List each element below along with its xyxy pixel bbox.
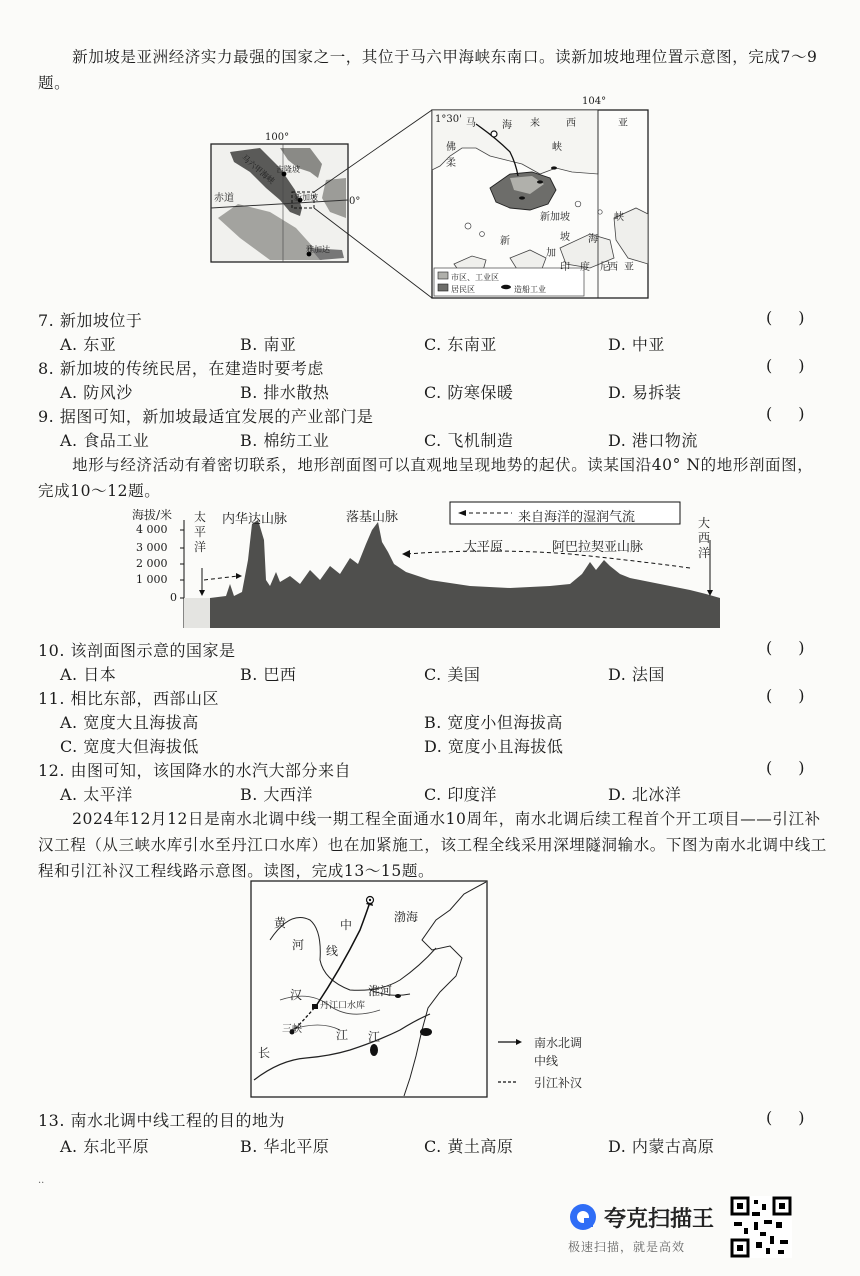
q7-stem: 7. 新加坡位于 <box>38 311 143 330</box>
q8-option-b[interactable]: B. 排水散热 <box>240 383 330 402</box>
bohai-label: 渤海 <box>394 910 419 924</box>
xian-char: 线 <box>326 944 339 958</box>
q9-stem: 9. 据图可知，新加坡最适宜发展的产业部门是 <box>38 407 374 426</box>
lai-char: 来 <box>530 118 540 129</box>
q11-stem: 11. 相比东部，西部山区 <box>38 689 220 708</box>
q7-option-b[interactable]: B. 南亚 <box>240 335 297 354</box>
sanxia-label: 三峡 <box>282 1024 302 1035</box>
q10-stem: 10. 该剖面图示意的国家是 <box>38 641 236 660</box>
intro-paragraph-1: 新加坡是亚洲经济实力最强的国家之一，其位于马六甲海峡东南口。读新加坡地理位置示意图，完成7～9题。 <box>38 48 818 92</box>
tick-1000: 1 000 <box>136 573 168 586</box>
zhong-char: 中 <box>340 918 353 932</box>
q12-option-b[interactable]: B. 大西洋 <box>240 785 313 804</box>
ni-char: 尼 <box>600 262 610 273</box>
q10-option-b[interactable]: B. 巴西 <box>240 665 297 684</box>
legend-middle-line2: 中线 <box>534 1054 559 1068</box>
xin-char: 新 <box>500 236 510 247</box>
q7-option-d[interactable]: D. 中亚 <box>608 335 665 354</box>
singapore-location-map <box>210 96 650 300</box>
q11-option-d[interactable]: D. 宽度小且海拔低 <box>424 737 564 756</box>
q11-option-b[interactable]: B. 宽度小但海拔高 <box>424 713 563 732</box>
q13-option-b[interactable]: B. 华北平原 <box>240 1137 330 1156</box>
malacca-strait-label: 马六甲海峡 <box>239 153 277 186</box>
q13-stem: 13. 南水北调中线工程的目的地为 <box>38 1111 286 1130</box>
ya-char: 亚 <box>618 118 628 129</box>
q12-stem: 12. 由图可知，该国降水的水汽大部分来自 <box>38 761 352 780</box>
moist-air-legend: 来自海洋的湿润气流 <box>518 510 636 525</box>
q11-option-c[interactable]: C. 宽度大但海拔低 <box>60 737 199 756</box>
q12-answer-blank[interactable]: () <box>766 758 831 777</box>
q11-option-a[interactable]: A. 宽度大且海拔高 <box>60 713 199 732</box>
jiang1-char: 江 <box>336 1028 349 1042</box>
q9-option-b[interactable]: B. 棉纺工业 <box>240 431 330 450</box>
legend-res-label: 居民区 <box>451 285 475 294</box>
q12-option-a[interactable]: A. 太平洋 <box>60 785 133 804</box>
atlantic-label: 大 西 洋 <box>698 516 711 560</box>
appalachian-label: 阿巴拉契亚山脉 <box>552 540 644 555</box>
du-char: 度 <box>580 262 590 273</box>
singapore-small-label: 新加坡 <box>294 193 318 202</box>
great-plains-label: 大平原 <box>464 540 504 555</box>
chang-char: 长 <box>258 1046 271 1060</box>
kuala-lumpur-label: 吉隆坡 <box>276 165 300 174</box>
qr-code-icon <box>730 1196 792 1258</box>
fo-char: 佛 <box>446 142 456 153</box>
q9-option-c[interactable]: C. 飞机制造 <box>424 431 514 450</box>
intro-paragraph-3: 2024年12月12日是南水北调中线一期工程全面通水10周年，南水北调后续工程首个开工项目——引江补汉工程（从三峡水库引水至丹江口水库）也在加紧施工，该工程全线采用深埋隧洞输水。下图为南水北调中线工程和引江补汉工程线路示意图。读图，完成13～15题。 <box>38 810 827 880</box>
q13-option-a[interactable]: A. 东北平原 <box>60 1137 150 1156</box>
q9-option-a[interactable]: A. 食品工业 <box>60 431 150 450</box>
zero-lat-label: 0° <box>349 196 361 207</box>
scanner-watermark <box>560 1196 800 1262</box>
q11-answer-blank[interactable]: () <box>766 686 831 705</box>
lon-100-label: 100° <box>265 132 290 143</box>
q10-option-c[interactable]: C. 美国 <box>424 665 481 684</box>
legend-middle-line1: 南水北调 <box>534 1036 583 1050</box>
rou-char: 柔 <box>446 158 456 169</box>
han-char: 汉 <box>290 988 303 1002</box>
huaihe-label: 淮河 <box>368 984 393 998</box>
jiang2-char: 江 <box>368 1030 381 1044</box>
page-mark: ·· <box>38 1178 45 1189</box>
xi-char: 西 <box>566 118 576 129</box>
xia-char: 峡 <box>552 142 562 153</box>
q8-option-a[interactable]: A. 防风沙 <box>60 383 133 402</box>
yin-char: 印 <box>560 262 570 273</box>
legend-city-label: 市区、工业区 <box>451 273 499 282</box>
terrain-profile <box>130 500 722 630</box>
tick-0: 0 <box>170 591 177 604</box>
jia-char: 加 <box>546 248 556 259</box>
nevada-label: 内华达山脉 <box>222 512 288 527</box>
po-char: 坡 <box>560 232 570 243</box>
tick-2000: 2 000 <box>136 557 168 570</box>
huang-char: 黄 <box>274 916 287 930</box>
equator-label: 赤道 <box>214 193 234 204</box>
q7-option-a[interactable]: A. 东亚 <box>60 335 117 354</box>
singapore-big-label: 新加坡 <box>540 212 570 223</box>
tick-3000: 3 000 <box>136 541 168 554</box>
lon-104-label: 104° <box>582 96 607 107</box>
jakarta-label: 雅加达 <box>306 245 330 254</box>
rocky-label: 落基山脉 <box>346 510 399 525</box>
xi2-char: 西 <box>608 262 618 273</box>
brand-slogan: 极速扫描，就是高效 <box>568 1240 686 1254</box>
q13-option-d[interactable]: D. 内蒙古高原 <box>608 1137 715 1156</box>
q13-answer-blank[interactable]: () <box>766 1108 831 1127</box>
xia2-char: 峡 <box>614 212 624 223</box>
q7-answer-blank[interactable]: () <box>766 308 831 327</box>
ya2-char: 亚 <box>624 262 634 273</box>
q8-option-d[interactable]: D. 易拆装 <box>608 383 682 402</box>
q10-option-a[interactable]: A. 日本 <box>60 665 117 684</box>
brand-name: 夸克扫描王 <box>604 1207 715 1232</box>
q12-option-d[interactable]: D. 北冰洋 <box>608 785 682 804</box>
south-north-water-map <box>250 880 600 1098</box>
legend-ship-label: 造船工业 <box>514 285 546 294</box>
ma-char: 马 <box>466 118 476 129</box>
profile-ylabel: 海拔/米 <box>132 508 173 522</box>
q8-answer-blank[interactable]: () <box>766 356 831 375</box>
q8-stem: 8. 新加坡的传统民居，在建造时要考虑 <box>38 359 324 378</box>
lat-1-30-label: 1°30' <box>435 114 462 125</box>
q9-answer-blank[interactable]: () <box>766 404 831 423</box>
quark-logo-icon <box>568 1202 598 1232</box>
q7-option-c[interactable]: C. 东南亚 <box>424 335 497 354</box>
q8-option-c[interactable]: C. 防寒保暖 <box>424 383 514 402</box>
q10-option-d[interactable]: D. 法国 <box>608 665 665 684</box>
intro-paragraph-2: 地形与经济活动有着密切联系，地形剖面图可以直观地呈现地势的起伏。读某国沿40° N的地形剖面图，完成10～12题。 <box>38 456 814 500</box>
hai2-char: 海 <box>588 234 598 245</box>
q10-answer-blank[interactable]: () <box>766 638 831 657</box>
q12-option-c[interactable]: C. 印度洋 <box>424 785 497 804</box>
pacific-label: 太 平 洋 <box>194 510 207 554</box>
legend-yinjiang: 引江补汉 <box>534 1076 583 1090</box>
danjiangkou-label: 丹江口水库 <box>320 1001 366 1011</box>
hai-char: 海 <box>502 120 512 131</box>
tick-4000: 4 000 <box>136 523 168 536</box>
he-char: 河 <box>292 938 305 952</box>
q13-option-c[interactable]: C. 黄土高原 <box>424 1137 514 1156</box>
q9-option-d[interactable]: D. 港口物流 <box>608 431 698 450</box>
